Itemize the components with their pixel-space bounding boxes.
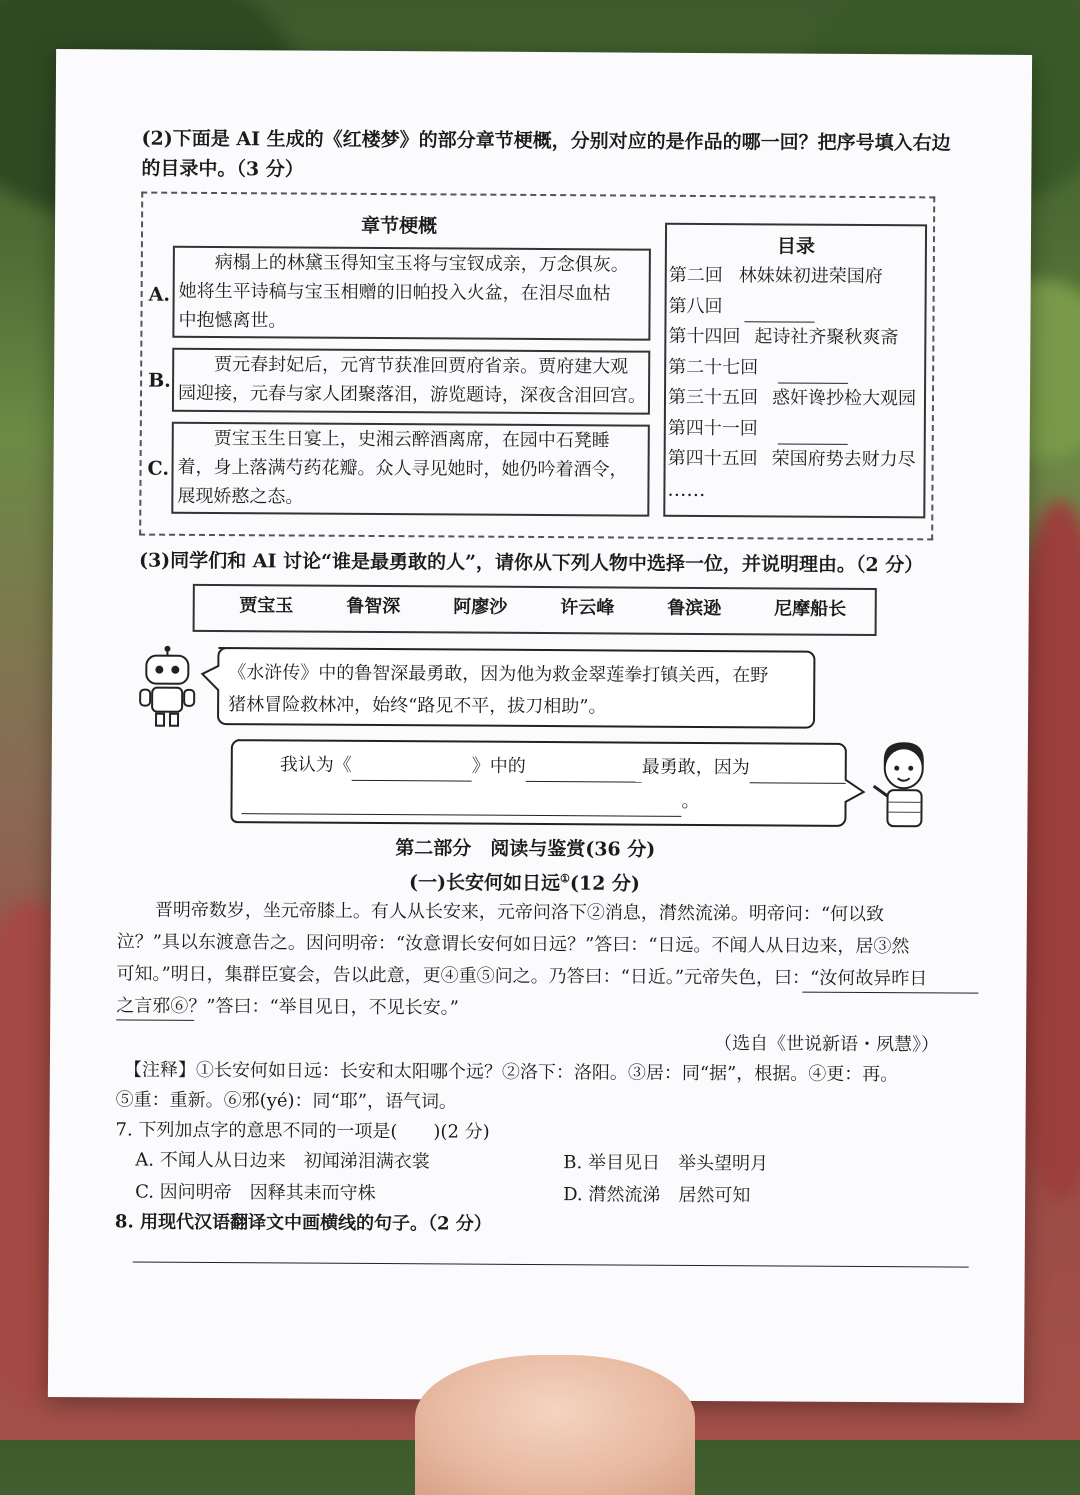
answer-mid: 》中的 (472, 756, 526, 777)
summary-title: 章节梗概 (361, 211, 437, 241)
toc-title: 目录 (777, 231, 815, 261)
toc-chapter-number: 第八回 (668, 291, 738, 321)
character-option[interactable]: 鲁智深 (346, 593, 400, 621)
toc-chapter-number: 第二回 (669, 261, 739, 291)
toc-row (668, 352, 848, 383)
toc-chapter-number: 第十四回 (668, 322, 754, 353)
character-option[interactable]: 尼摩船长 (774, 595, 846, 623)
item-c-letter: C. (147, 454, 169, 484)
item-c-line3: 展现娇憨之态。 (177, 482, 303, 513)
passage-line4: 之言邪⑥？”答曰：“举目见日，不见长安。” (116, 991, 459, 1023)
character-list (213, 592, 873, 624)
item-a-line3: 中抱憾离世。 (178, 306, 286, 337)
q7-option-a[interactable]: A. 不闻人从日边来 初闻涕泪满衣裳 (135, 1146, 430, 1178)
passage-line3: 可知。”明日，集群臣宴会，告以此意，更④重⑤问之。乃答曰：“日近。”元帝失色，曰：“汝何故异昨日 (116, 959, 927, 994)
toc-answer-blank[interactable] (778, 362, 848, 383)
item-b-line1: 贾元春封妃后，元宵节获准回贾府省亲。贾府建大观 (214, 350, 628, 383)
q7-option-d[interactable]: D. 潸然流涕 居然可知 (563, 1180, 750, 1211)
question-8: 8. 用现代汉语翻译文中画横线的句子。（2 分） (115, 1207, 492, 1239)
character-option[interactable]: 鲁滨逊 (667, 595, 721, 623)
item-b-letter: B. (148, 366, 171, 396)
toc-row (669, 261, 883, 292)
reason-blank-2[interactable] (241, 791, 681, 817)
subtitle-footnote-mark: ① (560, 872, 570, 885)
book-blank[interactable] (352, 758, 472, 782)
passage-line1: 晋明帝数岁，坐元帝膝上。有人从长安来，元帝问洛下②消息，潸然流涕。明帝问：“何以致 (155, 896, 884, 930)
student-answer-line2 (241, 784, 699, 817)
part2-subtitle-text: (一)长安何如日远 (409, 872, 560, 895)
item-a-letter: A. (149, 280, 171, 310)
item-c-line1: 贾宝玉生日宴上，史湘云醉酒离席，在园中石凳睡 (214, 424, 610, 456)
question-7: 7. 下列加点字的意思不同的一项是( )(2 分) (115, 1115, 489, 1147)
character-option[interactable]: 贾宝玉 (239, 592, 293, 620)
toc-row (668, 413, 848, 444)
hand-holding-paper (415, 1355, 695, 1495)
character-blank[interactable] (526, 759, 642, 783)
notes-line1: 【注释】①长安何如日远：长安和太阳哪个远？②洛下：洛阳。③居：同“据”，根据。④更：再。 (124, 1055, 899, 1090)
toc-answer-blank[interactable] (744, 301, 814, 322)
q7-option-c[interactable]: C. 因问明帝 因释其耒而守株 (135, 1178, 376, 1209)
toc-more: …… (667, 475, 705, 505)
toc-chapter-number: 第二十七回 (668, 352, 772, 383)
toc-answer-blank[interactable] (778, 423, 848, 444)
toc-chapter-number: 第三十五回 (668, 383, 772, 414)
item-c-line2: 着，身上落满芍药花瓣。众人寻见她时，她仍吟着酒令， (177, 453, 627, 486)
ai-reply-line2: 猪林冒险救林冲，始终“路见不平，拔刀相助”。 (228, 690, 607, 722)
reason-blank[interactable] (750, 760, 846, 784)
ai-reply-line1: 《水浒传》中的鲁智深最勇敢，因为他为救金翠莲拳打镇关西，在野 (228, 658, 768, 691)
notes-line2: ⑤重：重新。⑥邪(yé)：同“耶”，语气词。 (116, 1085, 457, 1117)
student-answer-line1 (280, 750, 846, 783)
item-a-line2: 她将生平诗稿与宝玉相赠的旧帕投入火盆，在泪尽血枯 (179, 277, 611, 310)
character-option[interactable]: 阿廖沙 (453, 593, 507, 621)
robot-icon (136, 646, 198, 728)
toc-chapter-number: 第四十五回 (668, 444, 772, 475)
passage-line2: 泣？”具以东渡意告之。因问明帝：“汝意谓长安何如日远？”答曰：“日远。不闻人从日边来，居③然 (117, 927, 910, 962)
answer-end: 。 (681, 791, 699, 812)
exam-paper (48, 49, 1032, 1403)
toc-chapter-title: 惑奸谗抄检大观园 (772, 387, 916, 409)
q7-option-b[interactable]: B. 举目见日 举头望明月 (563, 1148, 768, 1179)
toc-chapter-title: 荣国府势去财力尽 (772, 448, 916, 470)
student-icon (869, 738, 936, 830)
answer-suffix: 最勇敢，因为 (642, 757, 750, 779)
toc-row (668, 291, 814, 322)
part2-subtitle (409, 863, 640, 899)
toc-row (668, 322, 898, 353)
q2-prompt-line1: (2)下面是 AI 生成的《红楼梦》的部分章节梗概，分别对应的是作品的哪一回？把序号填入右边 (141, 124, 950, 159)
q8-answer-line[interactable] (133, 1262, 969, 1268)
toc-chapter-title: 起诗社齐聚秋爽斋 (754, 326, 898, 348)
item-b-line2: 园迎接，元春与家人团聚落泪，游览题诗，深夜含泪回宫。 (178, 379, 646, 412)
q2-prompt-line2: 的目录中。（3 分） (141, 154, 304, 185)
character-option[interactable]: 许云峰 (560, 594, 614, 622)
part2-subtitle-score: (12 分) (570, 873, 640, 895)
toc-row (668, 383, 916, 415)
answer-prefix: 我认为《 (280, 754, 352, 775)
q3-prompt: (3)同学们和 AI 讨论“谁是最勇敢的人”，请你从下列人物中选择一位，并说明理由。（2 分） (139, 546, 923, 581)
toc-chapter-number: 第四十一回 (668, 413, 772, 444)
item-a-line1: 病榻上的林黛玉得知宝玉将与宝钗成亲，万念俱灰。 (215, 248, 629, 281)
passage-source: （选自《世说新语・夙慧》） (714, 1029, 939, 1060)
toc-row (668, 444, 916, 476)
toc-chapter-title: 林妹妹初进荣国府 (739, 265, 883, 287)
part2-title: 第二部分 阅读与鉴赏(36 分) (395, 833, 655, 865)
